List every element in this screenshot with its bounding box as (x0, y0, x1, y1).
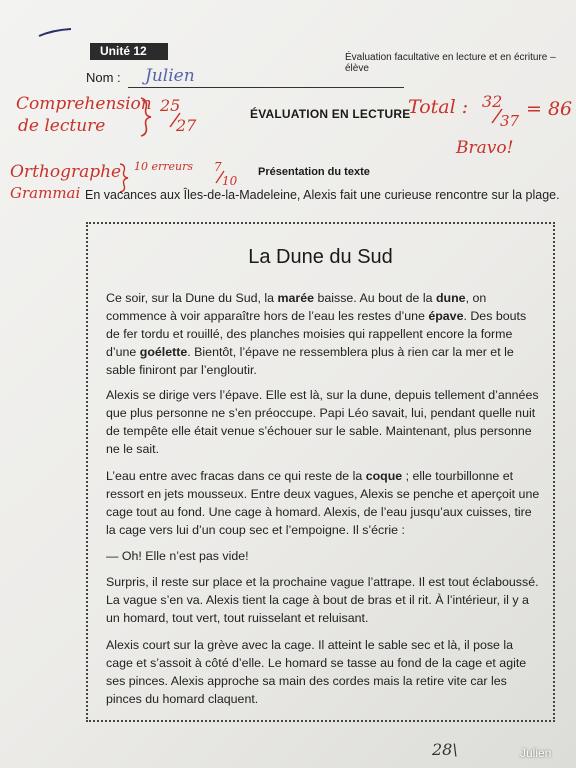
total-score-denominator: 37 (500, 112, 520, 130)
photo-watermark: Julien (520, 746, 552, 760)
unit-badge: Unité 12 (90, 43, 168, 60)
handwritten-total-label: Total : (408, 96, 469, 118)
story-paragraph-4: — Oh! Elle n’est pas vide! (106, 549, 249, 563)
story-paragraph-2: Alexis se dirige vers l’épave. Elle est là, sur la dune, depuis tellement d’années que plus personne ne s’en préoccupe. Papi Léo savait, lui, pendant quelle nuit de tempête elle était venue s’échouer sur le sable. Maintenant, plus personne ne le sait. (106, 388, 539, 456)
handwritten-de-lecture: de lecture (18, 116, 106, 136)
comprehension-score-denominator: 27 (176, 116, 197, 135)
comprehension-score-numerator: 25 (160, 96, 181, 115)
name-label: Nom : (86, 70, 121, 85)
ortho-score-denominator: 10 (222, 174, 238, 188)
story-paragraph-1: Ce soir, sur la Dune du Sud, la marée baisse. Au bout de la dune, on commence à voir apparaître hors de l’eau les restes d’une épave. Des bouts de fer tordu et rouillé, des planches moisies qui rappellent encore la forme d’une goélette. Bientôt, l’épave ne ressemblera plus à rien car la mer et le sable finiront par l’engloutir. (106, 291, 527, 377)
name-handwritten: Julien (145, 66, 195, 86)
handwritten-orthographe: Orthographe (10, 162, 122, 182)
section-title: ÉVALUATION EN LECTURE (250, 107, 411, 121)
intro-text: En vacances aux Îles-de-la-Madeleine, Alexis fait une curieuse rencontre sur la plage. (85, 188, 560, 202)
handwritten-grammaire: Grammai (10, 184, 81, 202)
brace-mark (138, 96, 154, 138)
name-underline (128, 87, 404, 88)
pen-scribble (38, 28, 72, 38)
presentation-title: Présentation du texte (258, 166, 370, 178)
total-percent: = 86 (526, 98, 573, 120)
ortho-score-numerator: 7 (214, 160, 222, 174)
handwritten-bravo: Bravo! (456, 138, 514, 158)
story-paragraph-3: L’eau entre avec fracas dans ce qui reste de la coque ; elle tourbillonne et ressort en jets mousseux. Entre deux vagues, Alexis se penche et aperçoit une cage tout au fond. Une cage à homard. Alexis, de l’eau jusqu’aux cuisses, tire la cage vers lui d’un coup sec et l’empoigne. Il s’écrie : (106, 469, 540, 537)
handwritten-comprehension: Comprehension (16, 94, 152, 114)
story-paragraph-6: Alexis court sur la grève avec la cage. Il atteint le sable sec et là, il pose la cage et s’assoit à côté d’elle. Le homard se tasse au fond de la cage et agite ses pinces. Alexis approche sa main des cordes mais la retire vite car les pinces du homard claquent. (106, 638, 527, 706)
story-title: La Dune du Sud (248, 246, 393, 268)
total-score-numerator: 32 (482, 92, 503, 111)
handwritten-page-number: 28\ (432, 740, 458, 759)
header-subtitle: Évaluation facultative en lecture et en écriture – élève (345, 52, 556, 74)
story-paragraph-5: Surpris, il reste sur place et la prochaine vague l’attrape. Il est tout éclaboussé. La vague s’en va. Alexis tient la cage à bout de bras et il rit. À l’intérieur, il y a un homard, tout vert, tout ruisselant et reluisant. (106, 575, 539, 625)
handwritten-erreurs: 10 erreurs (134, 160, 194, 173)
